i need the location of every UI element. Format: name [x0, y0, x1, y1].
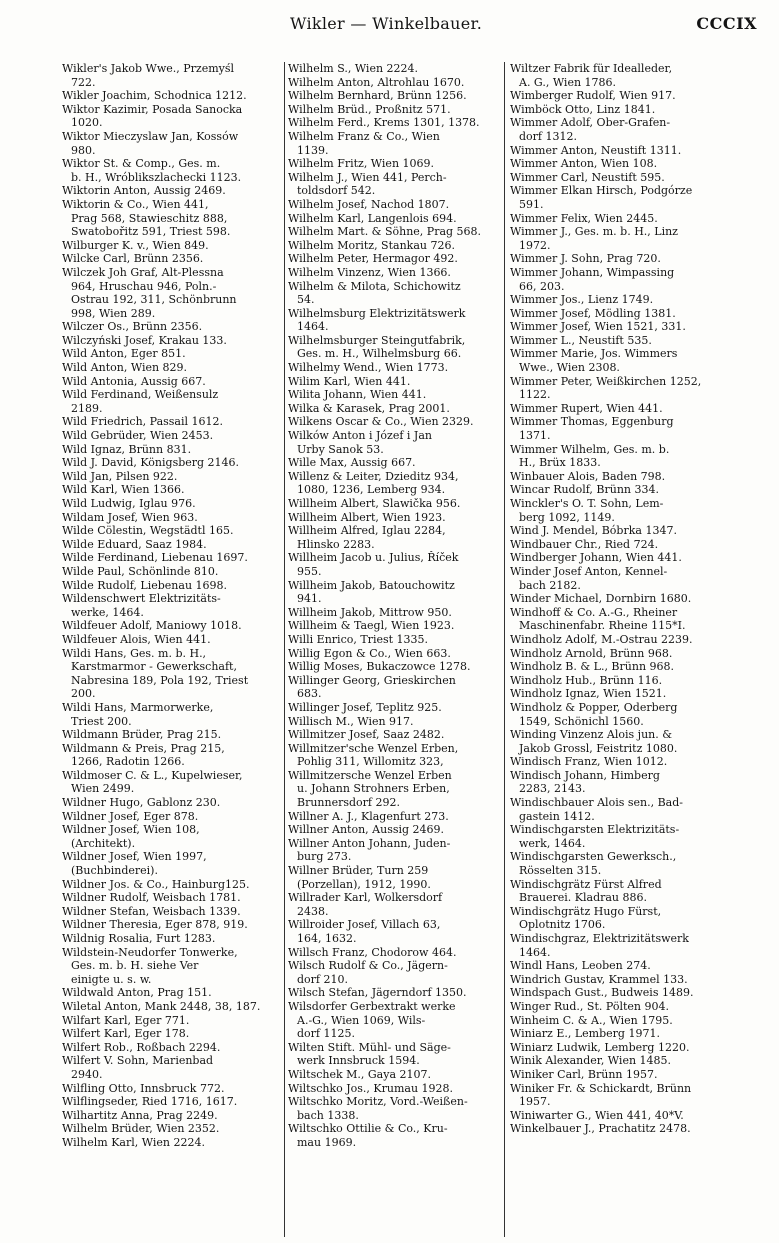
entry-line: Willmitzersche Wenzel Erben [288, 768, 452, 782]
entry-line: Wilczer Os., Brünn 2356. [62, 320, 203, 334]
entry-line: Wilkens Oscar & Co., Wien 2329. [288, 415, 474, 429]
entry-line: Winckler's O. T. Sohn, Lem- [510, 497, 664, 510]
entry-line: Wimmer L., Neustift 535. [510, 333, 652, 347]
entry-line: Wiktor St. & Comp., Ges. m. [62, 157, 221, 171]
entry-line: Wimmer Josef, Wien 1521, 331. [510, 320, 686, 334]
entry-line: Willsch Franz, Chodorow 464. [288, 945, 457, 959]
entry-line: 66, 203. [519, 279, 565, 293]
entry-line: Wilhelm Brüder, Wien 2352. [62, 1122, 220, 1136]
entry-line: Willroider Josef, Villach 63, [288, 918, 441, 932]
entry-line: 998, Wien 289. [71, 306, 156, 320]
entry-line: 164, 1632. [297, 932, 357, 945]
entry-line: Willig Egon & Co., Wien 663. [288, 646, 451, 660]
entry-line: Wiltschko Jos., Krumau 1928. [288, 1081, 454, 1095]
entry-line: Windhoff & Co. A.-G., Rheiner [510, 605, 678, 619]
entry-line: einigte u. s. w. [71, 972, 152, 986]
entry-line: Wilhelm Fritz, Wien 1069. [288, 157, 435, 171]
entry-line: mau 1969. [297, 1135, 357, 1149]
entry-line: Wiktor Mieczyslaw Jan, Kossów [62, 129, 239, 143]
entry-line: werk Innsbruck 1594. [297, 1054, 420, 1068]
entry-line: Wild Karl, Wien 1366. [62, 483, 185, 497]
entry-line: Brauerei. Kladrau 886. [519, 891, 647, 905]
entry-line: Wild Friedrich, Passail 1612. [62, 415, 223, 429]
entry-line: Winder Josef Anton, Kennel- [510, 564, 668, 578]
entry-line: Wilhelm Josef, Nachod 1807. [288, 197, 450, 211]
entry-line: Windholz & Popper, Oderberg [510, 700, 678, 714]
entry-line: Winiker Fr. & Schickardt, Brünn [510, 1081, 692, 1095]
column-divider [504, 62, 505, 1237]
entry-line: Wildner Josef, Eger 878. [62, 809, 199, 823]
entry-line: bach 2182. [519, 578, 581, 592]
entry-line: Windisch Johann, Himberg [510, 768, 660, 782]
entry-line: Willner Anton, Aussig 2469. [288, 823, 445, 837]
entry-line: Wilków Anton i Józef i Jan [288, 429, 432, 443]
entry-line: Wildner Theresia, Eger 878, 919. [62, 918, 248, 932]
entry-line: (Buchbinderei). [71, 864, 158, 878]
entry-line: Wilhelm J., Wien 441, Perch- [288, 170, 447, 184]
entry-line: Wilim Karl, Wien 441. [288, 374, 411, 388]
entry-line: Wimböck Otto, Linz 1841. [510, 102, 656, 116]
entry-line: Willheim Albert, Slawička 956. [288, 497, 461, 510]
entry-line: Wildner Rudolf, Weisbach 1781. [62, 891, 241, 905]
entry-line: Triest 200. [71, 714, 132, 728]
entry-line: Wilhelm Brüd., Proßnitz 571. [288, 102, 451, 116]
entry-line: A.-G., Wien 1069, Wils- [297, 1013, 426, 1027]
entry-line: Windholz B. & L., Brünn 968. [510, 660, 675, 674]
entry-line: Willrader Karl, Wolkersdorf [288, 891, 443, 905]
entry-line: Wilfert Karl, Eger 178. [62, 1027, 190, 1041]
column-2 [288, 62, 498, 1150]
entry-line: Wilten Stift. Mühl- und Säge- [288, 1040, 451, 1054]
entry-line: Wiktorin & Co., Wien 441, [62, 197, 209, 211]
entry-line: Wiltschek M., Gaya 2107. [288, 1067, 431, 1081]
entry-line: Winding Vinzenz Alois jun. & [510, 728, 673, 742]
entry-line: Nabresina 189, Pola 192, Triest [71, 673, 249, 687]
entry-line: Wilhelm Ferd., Krems 1301, 1378. [288, 116, 480, 130]
entry-line: Wimmer Felix, Wien 2445. [510, 211, 658, 225]
entry-line: 2940. [71, 1067, 103, 1081]
entry-line: Wilhelm Mart. & Söhne, Prag 568. [288, 225, 482, 239]
entry-line: Wild Anton, Eger 851. [62, 347, 186, 361]
entry-line: werke, 1464. [71, 605, 144, 619]
entry-line: Wiktorin Anton, Aussig 2469. [62, 184, 226, 198]
entry-line: Wildenschwert Elektrizitäts- [62, 592, 221, 606]
entry-line: Wimmer Rupert, Wien 441. [510, 401, 663, 415]
entry-line: Wimberger Rudolf, Wien 917. [510, 89, 676, 103]
entry-line: Wilczyński Josef, Krakau 133. [62, 333, 227, 347]
entry-line: Ges. m. H., Wilhelmsburg 66. [297, 347, 462, 361]
entry-line: Windholz Hub., Brünn 116. [510, 673, 663, 687]
entry-line: Willi Enrico, Triest 1335. [288, 632, 429, 646]
entry-line: 1020. [71, 116, 103, 130]
entry-line: 955. [297, 564, 322, 578]
entry-line: Willheim Jakob, Mittrow 950. [288, 605, 452, 619]
entry-line: Wilhelm Franz & Co., Wien [288, 129, 440, 143]
entry-line: Windl Hans, Leoben 274. [510, 959, 651, 973]
entry-line: berg 1092, 1149. [519, 510, 615, 524]
entry-line: Windisch Franz, Wien 1012. [510, 755, 668, 769]
entry-line: Wiltzer Fabrik für Idealleder, [510, 62, 673, 75]
entry-line: Wildnig Rosalia, Furt 1283. [62, 932, 216, 945]
entry-line: Winkelbauer J., Prachatitz 2478. [510, 1122, 691, 1136]
entry-line: Wiktor Kazimir, Posada Sanocka [62, 102, 243, 116]
entry-line: Wilsch Rudolf & Co., Jägern- [288, 959, 448, 973]
entry-line: Willisch M., Wien 917. [288, 714, 414, 728]
entry-line: Wilflingseder, Ried 1716, 1617. [62, 1095, 238, 1109]
entry-line: Wildner Josef, Wien 108, [62, 823, 200, 837]
entry-line: Windspach Gust., Budweis 1489. [510, 986, 694, 1000]
entry-line: Winiker Carl, Brünn 1957. [510, 1067, 658, 1081]
entry-line: Wildner Josef, Wien 1997, [62, 850, 207, 864]
column-divider [284, 62, 285, 1237]
entry-line: Wilka & Karasek, Prag 2001. [288, 401, 450, 415]
entry-line: 591. [519, 197, 544, 211]
entry-line: Willheim Alfred, Iglau 2284, [288, 524, 446, 538]
entry-line: Windischgarsten Gewerksch., [510, 850, 677, 864]
entry-line: Wildfeuer Alois, Wien 441. [62, 632, 211, 646]
entry-line: Wilsdorfer Gerbextrakt werke [288, 999, 456, 1013]
entry-line: Willheim Jacob u. Julius, Říček [288, 551, 459, 565]
entry-line: Winik Alexander, Wien 1485. [510, 1054, 672, 1068]
entry-line: 1080, 1236, Lemberg 934. [297, 483, 446, 497]
page-header-title: Wikler — Winkelbauer. [290, 14, 483, 33]
entry-line: Wildmoser C. & L., Kupelwieser, [62, 768, 243, 782]
entry-line: Wilhelm Peter, Hermagor 492. [288, 252, 458, 266]
entry-line: Winiarz Ludwik, Lemberg 1220. [510, 1040, 690, 1054]
entry-line: Rösselten 315. [519, 864, 602, 878]
entry-line: 1549, Schönichl 1560. [519, 714, 644, 728]
entry-line: 980. [71, 143, 96, 157]
entry-line: Wilhelmy Wend., Wien 1773. [288, 361, 449, 375]
entry-line: Wilhelm Karl, Langenlois 694. [288, 211, 457, 225]
entry-line: toldsdorf 542. [297, 184, 376, 198]
entry-line: Willheim Jakob, Batouchowitz [288, 578, 455, 592]
entry-line: Wilde Paul, Schönlinde 810. [62, 564, 219, 578]
entry-line: Wildi Hans, Ges. m. b. H., [62, 646, 207, 660]
entry-line: Wilhelmsburg Elektrizitätswerk [288, 306, 466, 320]
entry-line: Winiarz E., Lemberg 1971. [510, 1027, 660, 1041]
entry-line: Wild Ignaz, Brünn 831. [62, 442, 192, 456]
entry-line: Willner Anton Johann, Juden- [288, 836, 451, 850]
entry-line: 1371. [519, 429, 551, 443]
entry-line: Wikler Joachim, Schodnica 1212. [62, 89, 247, 103]
entry-line: Wiltschko Moritz, Vord.-Weißen- [288, 1095, 468, 1109]
column-1 [62, 62, 277, 1150]
entry-line: 54. [297, 293, 315, 307]
entry-line: Wildmann Brüder, Prag 215. [62, 728, 222, 742]
entry-line: 200. [71, 687, 96, 701]
entry-line: Winiwarter G., Wien 441, 40*V. [510, 1108, 684, 1122]
entry-line: 1266, Radotin 1266. [71, 755, 185, 769]
entry-line: 1464. [297, 320, 329, 334]
entry-line: Windischgarsten Elektrizitäts- [510, 823, 680, 837]
entry-line: Wimmer Adolf, Ober-Grafen- [510, 116, 671, 130]
entry-line: Wild J. David, Königsberg 2146. [62, 456, 240, 470]
entry-line: Wimmer Marie, Jos. Wimmers [510, 347, 678, 361]
entry-line: Windischgrätz Hugo Fürst, [510, 904, 662, 918]
entry-line: 683. [297, 687, 322, 701]
entry-line: Wimmer Thomas, Eggenburg [510, 415, 674, 429]
entry-line: Wwe., Wien 2308. [519, 361, 620, 375]
entry-line: Windischbauer Alois sen., Bad- [510, 796, 683, 810]
entry-line: Wilburger K. v., Wien 849. [62, 238, 209, 252]
entry-line: Wildstein-Neudorfer Tonwerke, [62, 945, 238, 959]
entry-line: Winheim C. & A., Wien 1795. [510, 1013, 673, 1027]
entry-line: Winger Rud., St. Pölten 904. [510, 999, 669, 1013]
entry-line: Wille Max, Aussig 667. [288, 456, 416, 470]
entry-line: Winbauer Alois, Baden 798. [510, 469, 666, 483]
entry-line: Wilita Johann, Wien 441. [288, 388, 427, 402]
entry-line: Wimmer Peter, Weißkirchen 1252, [510, 374, 702, 388]
entry-line: Ostrau 192, 311, Schönbrunn [71, 293, 237, 307]
entry-line: Pohlig 311, Willomitz 323, [297, 755, 444, 769]
entry-line: 2283, 2143. [519, 782, 586, 796]
entry-line: Wincar Rudolf, Brünn 334. [510, 483, 659, 497]
entry-line: Wilhelm Vinzenz, Wien 1366. [288, 265, 451, 279]
entry-line: dorf 1312. [519, 129, 577, 143]
entry-line: Willheim & Taegl, Wien 1923. [288, 619, 455, 633]
entry-line: 941. [297, 592, 322, 606]
entry-line: Willner A. J., Klagenfurt 273. [288, 809, 449, 823]
entry-line: Wimmer J. Sohn, Prag 720. [510, 252, 661, 266]
entry-line: Winder Michael, Dornbirn 1680. [510, 592, 692, 606]
entry-line: Wien 2499. [71, 782, 135, 796]
entry-line: Wilde Eduard, Saaz 1984. [62, 537, 207, 551]
page-number: CCCIX [696, 14, 757, 33]
entry-line: Urby Sanok 53. [297, 442, 384, 456]
entry-line: bach 1338. [297, 1108, 359, 1122]
entry-line: 964, Hruschau 946, Poln.- [71, 279, 217, 293]
entry-line: Wilhelm Bernhard, Brünn 1256. [288, 89, 467, 103]
entry-line: Willig Moses, Bukaczowce 1278. [288, 660, 471, 674]
entry-line: Wimmer Anton, Neustift 1311. [510, 143, 682, 157]
entry-line: Maschinenfabr. Rheine 115*I. [519, 619, 686, 633]
entry-line: Wildmann & Preis, Prag 215, [62, 741, 225, 755]
column-3 [510, 62, 735, 1136]
entry-line: Willenz & Leiter, Dzieditz 934, [288, 469, 459, 483]
entry-line: Wildner Hugo, Gablonz 230. [62, 796, 221, 810]
entry-line: Windbauer Chr., Ried 724. [510, 537, 659, 551]
entry-line: werk, 1464. [519, 836, 586, 850]
entry-line: Wilde Rudolf, Liebenau 1698. [62, 578, 228, 592]
entry-line: Wild Gebrüder, Wien 2453. [62, 429, 214, 443]
entry-line: Brunnersdorf 292. [297, 796, 400, 810]
entry-line: 1464. [519, 945, 551, 959]
entry-line: Willinger Josef, Teplitz 925. [288, 700, 442, 714]
entry-line: Wilhelmsburger Steingutfabrik, [288, 333, 466, 347]
entry-line: Hlinsko 2283. [297, 537, 375, 551]
entry-line: Jakob Grossl, Feistritz 1080. [519, 741, 678, 755]
entry-line: dorf 1125. [297, 1027, 355, 1041]
entry-line: Wimmer Johann, Wimpassing [510, 265, 675, 279]
entry-line: Wimmer Carl, Neustift 595. [510, 170, 665, 184]
entry-line: Willmitzer Josef, Saaz 2482. [288, 728, 445, 742]
entry-line: Windberger Johann, Wien 441. [510, 551, 682, 565]
entry-line: Wildam Josef, Wien 963. [62, 510, 198, 524]
entry-line: 1957. [519, 1095, 551, 1109]
entry-line: Wilfling Otto, Innsbruck 772. [62, 1081, 225, 1095]
entry-line: Wild Jan, Pilsen 922. [62, 469, 178, 483]
entry-line: Wilhelm S., Wien 2224. [288, 62, 419, 75]
entry-line: Wind J. Mendel, Bóbrka 1347. [510, 524, 677, 538]
entry-line: Wilsch Stefan, Jägerndorf 1350. [288, 986, 467, 1000]
entry-line: (Architekt). [71, 836, 136, 850]
entry-line: Karstmarmor - Gewerkschaft, [71, 660, 237, 674]
entry-line: Wimmer Elkan Hirsch, Podgórze [510, 184, 693, 198]
entry-line: 2438. [297, 904, 329, 918]
entry-line: Wilhelm Anton, Altrohlau 1670. [288, 75, 465, 89]
entry-line: H., Brüx 1833. [519, 456, 601, 470]
entry-line: u. Johann Strohners Erben, [297, 782, 450, 796]
entry-line: Windholz Adolf, M.-Ostrau 2239. [510, 632, 693, 646]
entry-line: b. H., Wróblikszlachecki 1123. [71, 170, 242, 184]
entry-line: 2189. [71, 401, 103, 415]
entry-line: Wiltschko Ottilie & Co., Kru- [288, 1122, 448, 1136]
entry-line: Windischgraz, Elektrizitätswerk [510, 932, 689, 945]
entry-line: Wilczek Joh Graf, Alt-Plessna [62, 265, 224, 279]
entry-line: Wiletal Anton, Mank 2448, 38, 187. [62, 999, 261, 1013]
entry-line: Wildwald Anton, Prag 151. [62, 986, 212, 1000]
entry-line: Wimmer Jos., Lienz 1749. [510, 293, 654, 307]
entry-line: Wild Anton, Wien 829. [62, 361, 188, 375]
entry-line: Windrich Gustav, Krammel 133. [510, 972, 688, 986]
entry-line: burg 273. [297, 850, 352, 864]
entry-line: Wild Ferdinand, Weißensulz [62, 388, 219, 402]
entry-line: Wilhartitz Anna, Prag 2249. [62, 1108, 218, 1122]
entry-line: Windholz Ignaz, Wien 1521. [510, 687, 667, 701]
entry-line: Ges. m. b. H. siehe Ver [71, 959, 199, 973]
entry-line: Oplotnitz 1706. [519, 918, 606, 932]
entry-line: 1972. [519, 238, 551, 252]
entry-line: Wild Antonia, Aussig 667. [62, 374, 206, 388]
entry-line: Wimmer J., Ges. m. b. H., Linz [510, 225, 678, 239]
entry-line: Wild Ludwig, Iglau 976. [62, 497, 196, 510]
entry-line: Wikler's Jakob Wwe., Przemyśl [62, 62, 235, 75]
entry-line: Wilfart Karl, Eger 771. [62, 1013, 190, 1027]
entry-line: Willmitzer'sche Wenzel Erben, [288, 741, 459, 755]
entry-line: Wildi Hans, Marmorwerke, [62, 700, 214, 714]
entry-line: Wilde Cölestin, Wegstädtl 165. [62, 524, 234, 538]
entry-line: Windholz Arnold, Brünn 968. [510, 646, 673, 660]
entry-line: Willheim Albert, Wien 1923. [288, 510, 446, 524]
entry-line: Willner Brüder, Turn 259 [288, 864, 429, 878]
entry-line: Swatobořitz 591, Triest 598. [71, 225, 231, 239]
entry-line: Willinger Georg, Grieskirchen [288, 673, 456, 687]
entry-line: Wilcke Carl, Brünn 2356. [62, 252, 204, 266]
entry-line: A. G., Wien 1786. [519, 75, 617, 89]
entry-line: Wildfeuer Adolf, Maniowy 1018. [62, 619, 242, 633]
entry-line: gastein 1412. [519, 809, 595, 823]
entry-line: Wildner Stefan, Weisbach 1339. [62, 904, 241, 918]
entry-line: dorf 210. [297, 972, 348, 986]
entry-line: Wilhelm Karl, Wien 2224. [62, 1135, 205, 1149]
entry-line: 722. [71, 75, 96, 89]
entry-line: 1139. [297, 143, 329, 157]
entry-line: Wilde Ferdinand, Liebenau 1697. [62, 551, 248, 565]
entry-line: (Porzellan), 1912, 1990. [297, 877, 431, 891]
entry-line: 1122. [519, 388, 551, 402]
entry-line: Wimmer Wilhelm, Ges. m. b. [510, 442, 670, 456]
entry-line: Wimmer Josef, Mödling 1381. [510, 306, 676, 320]
entry-line: Wilfert Rob., Roßbach 2294. [62, 1040, 221, 1054]
entry-line: Prag 568, Stawieschitz 888, [71, 211, 228, 225]
entry-line: Windischgrätz Fürst Alfred [510, 877, 662, 891]
entry-line: Wilhelm Moritz, Stankau 726. [288, 238, 455, 252]
entry-line: Wildner Jos. & Co., Hainburg125. [62, 877, 250, 891]
entry-line: Wilhelm & Milota, Schichowitz [288, 279, 461, 293]
entry-line: Wilfert V. Sohn, Marienbad [62, 1054, 214, 1068]
entry-line: Wimmer Anton, Wien 108. [510, 157, 658, 171]
